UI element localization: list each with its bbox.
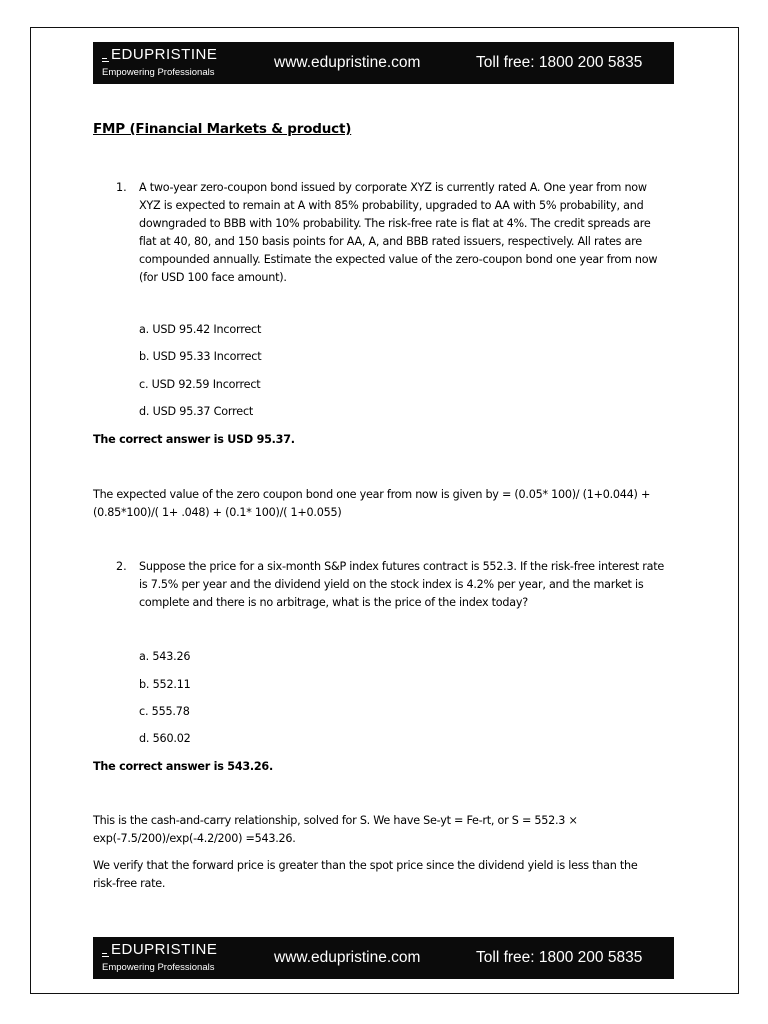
question-2-option-b: b. 552.11	[139, 678, 191, 691]
question-1-option-a: a. USD 95.42 Incorrect	[139, 323, 262, 336]
logo-tagline: Empowering Professionals	[102, 67, 215, 78]
website-url: www.edupristine.com	[274, 54, 421, 71]
website-url: www.edupristine.com	[274, 949, 421, 966]
edupristine-logo	[102, 941, 217, 959]
question-1-answer: The correct answer is USD 95.37.	[93, 433, 295, 446]
question-1-number: 1.	[116, 181, 127, 194]
question-2-option-c: c. 555.78	[139, 705, 190, 718]
document-title: FMP (Financial Markets & product)	[93, 121, 352, 137]
question-1-option-c: c. USD 92.59 Incorrect	[139, 378, 261, 391]
question-1-option-d: d. USD 95.37 Correct	[139, 405, 254, 418]
toll-free-number: Toll free: 1800 200 5835	[476, 54, 643, 71]
logo-text: EDUPRISTINE	[111, 46, 218, 63]
question-2-explanation: This is the cash-and-carry relationship, solved for S. We have Se-yt = Fe-rt, or S = 552.3 × exp(-7.5/200)/exp(-4.2/200) =543.26.	[93, 814, 578, 845]
logo-mark-icon	[102, 947, 110, 959]
question-2-note: We verify that the forward price is greater than the spot price since the dividend yield is less than the risk-free rate.	[93, 859, 638, 890]
question-1-explanation: The expected value of the zero coupon bond one year from now is given by = (0.05* 100)/ (1+0.044) + (0.85*100)/( 1+ .048) + (0.1* 100)/( 1+0.055)	[93, 488, 651, 519]
question-2-text: Suppose the price for a six-month S&P index futures contract is 552.3. If the risk-free interest rate is 7.5% per year and the dividend yield on the stock index is 4.2% per year, and the market is complete and there is no arbitrage, what is the price of the index today?	[139, 560, 665, 609]
logo-mark-icon	[102, 52, 110, 64]
question-2-number: 2.	[116, 560, 127, 573]
question-2-option-a: a. 543.26	[139, 650, 191, 663]
question-2-option-d: d. 560.02	[139, 732, 191, 745]
question-2-answer: The correct answer is 543.26.	[93, 760, 273, 773]
question-1-option-b: b. USD 95.33 Incorrect	[139, 350, 262, 363]
edupristine-logo	[102, 46, 217, 64]
header-banner	[93, 42, 674, 84]
toll-free-number: Toll free: 1800 200 5835	[476, 949, 643, 966]
logo-text: EDUPRISTINE	[111, 941, 218, 958]
question-1-text: A two-year zero-coupon bond issued by corporate XYZ is currently rated A. One year from now XYZ is expected to remain at A with 85% probability, upgraded to AA with 5% probability, and downgraded to BBB with 10% probability. The risk-free rate is flat at 4%. The credit spreads are flat at 40, 80, and 150 basis points for AA, A, and BBB rated issuers, respectively. All rates are compounded annually. Estimate the expected value of the zero-coupon bond one year from now (for USD 100 face amount).	[139, 181, 658, 284]
footer-banner	[93, 937, 674, 979]
logo-tagline: Empowering Professionals	[102, 962, 215, 973]
